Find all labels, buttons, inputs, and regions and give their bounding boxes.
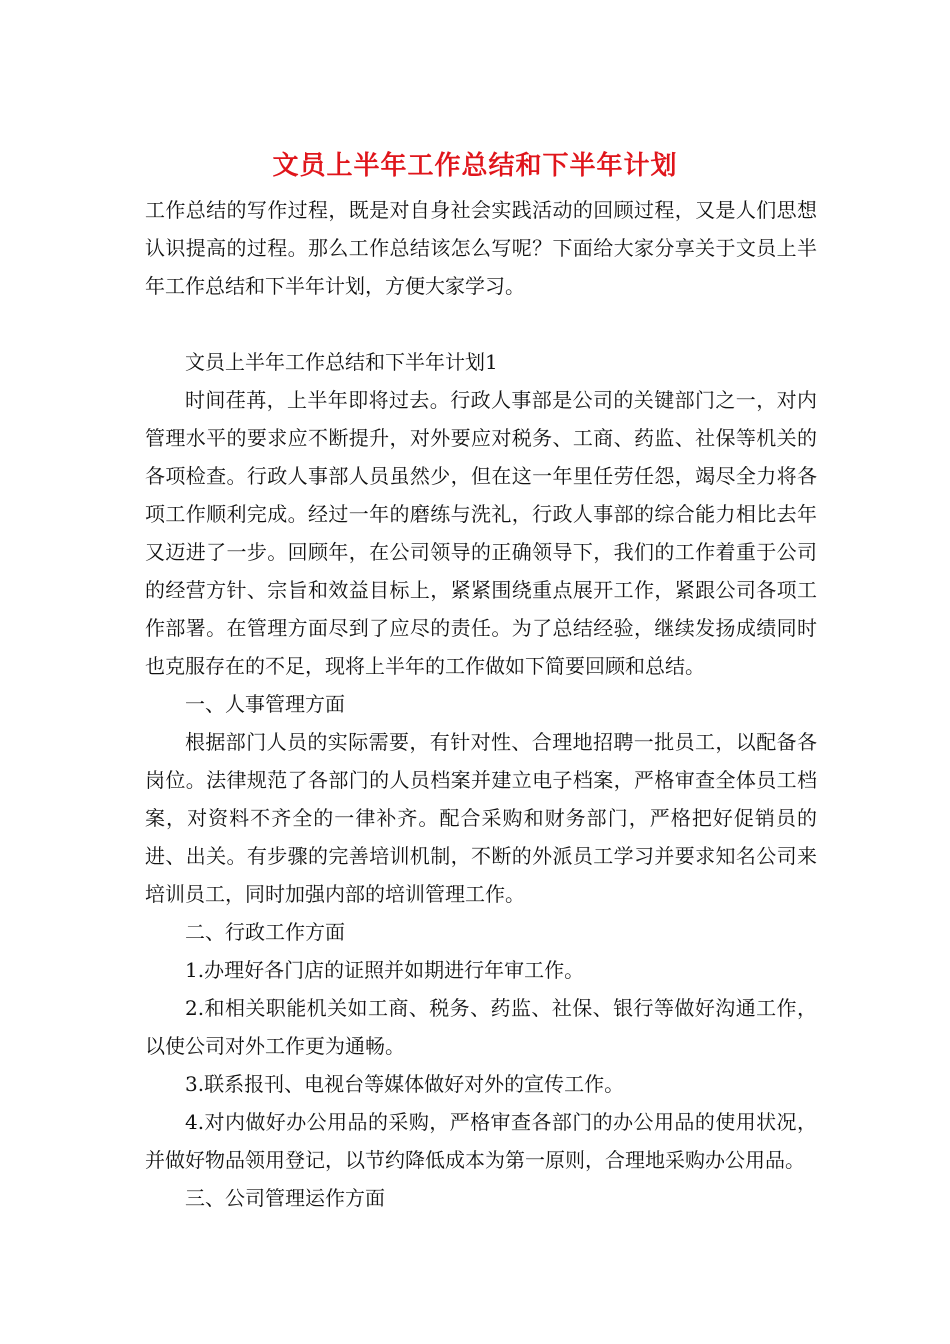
list-item: 2.和相关职能机关如工商、税务、药监、社保、银行等做好沟通工作，以使公司对外工作更为通畅。: [145, 996, 817, 1058]
intro-paragraph: 工作总结的写作过程，既是对自身社会实践活动的回顾过程，又是人们思想认识提高的过程。那么工作总结该怎么写呢？下面给大家分享关于文员上半年工作总结和下半年计划，方便大家学习。: [145, 198, 817, 298]
list-item: 1.办理好各门店的证照并如期进行年审工作。: [185, 958, 585, 982]
document-title: 文员上半年工作总结和下半年计划: [272, 151, 678, 181]
heading-personnel: 一、人事管理方面: [185, 692, 345, 716]
heading-administration: 二、行政工作方面: [185, 920, 345, 944]
document-body: [145, 191, 817, 1217]
body-paragraph: 时间荏苒，上半年即将过去。行政人事部是公司的关键部门之一，对内管理水平的要求应不断提升，对外要应对税务、工商、药监、社保等机关的各项检查。行政人事部人员虽然少，但在这一年里任劳任怨，竭尽全力将各项工作顺利完成。经过一年的磨练与洗礼，行政人事部的综合能力相比去年又迈进了一步。回顾年，在公司领导的正确领导下，我们的工作着重于公司的经营方针、宗旨和效益目标上，紧紧围绕重点展开工作，紧跟公司各项工作部署。在管理方面尽到了应尽的责任。为了总结经验，继续发扬成绩同时也克服存在的不足，现将上半年的工作做如下简要回顾和总结。: [145, 388, 817, 678]
list-item: 3.联系报刊、电视台等媒体做好对外的宣传工作。: [185, 1072, 625, 1096]
list-item: 4.对内做好办公用品的采购，严格审查各部门的办公用品的使用状况，并做好物品领用登记，以节约降低成本为第一原则，合理地采购办公用品。: [145, 1110, 817, 1172]
body-paragraph: 根据部门人员的实际需要，有针对性、合理地招聘一批员工，以配备各岗位。法律规范了各部门的人员档案并建立电子档案，严格审查全体员工档案，对资料不齐全的一律补齐。配合采购和财务部门，严格把好促销员的进、出关。有步骤的完善培训机制，不断的外派员工学习并要求知名公司来培训员工，同时加强内部的培训管理工作。: [145, 730, 817, 906]
heading-management: 三、公司管理运作方面: [185, 1186, 385, 1210]
section-title: 文员上半年工作总结和下半年计划1: [185, 350, 498, 374]
paragraph-gap: [145, 305, 817, 343]
